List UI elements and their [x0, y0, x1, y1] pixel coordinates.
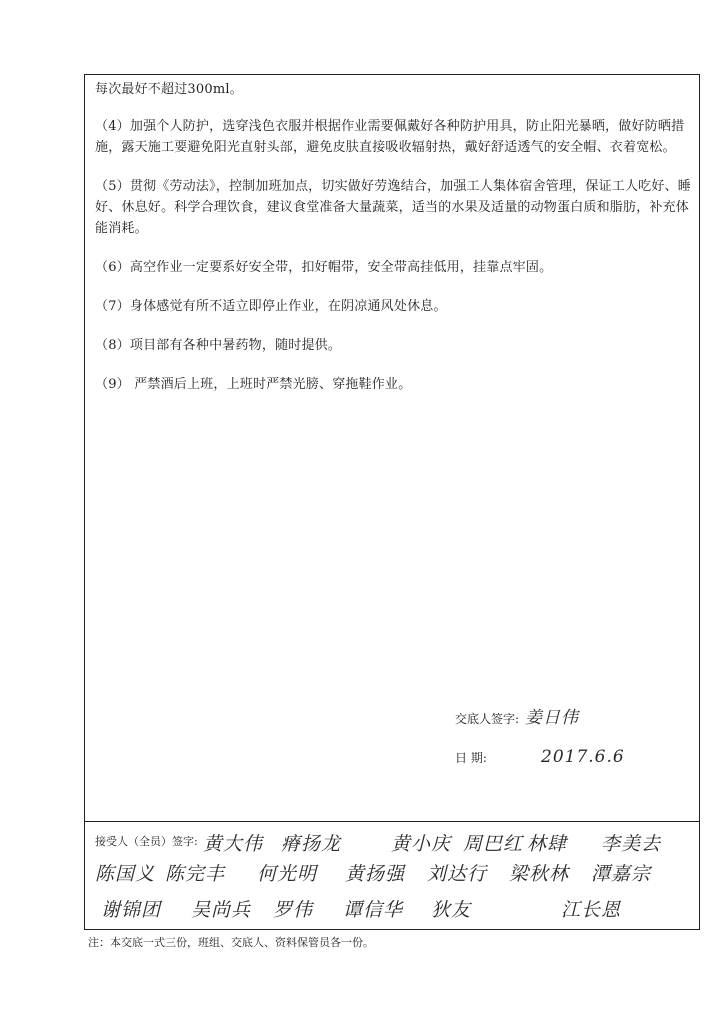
date-label: 日 期: — [455, 751, 487, 765]
receiver-handwritten-name: 梁秋林 — [509, 863, 570, 885]
receiver-handwritten-name: 周巴红 — [463, 833, 524, 855]
receiver-handwritten-name: 何光明 — [257, 863, 318, 885]
receiver-handwritten-name: 林肆 — [527, 833, 568, 855]
document-body — [95, 79, 691, 413]
footer-note: 注：本交底一式三份，班组、交底人、资料保管员各一份。 — [88, 936, 374, 949]
receiver-handwritten-name: 黄扬强 — [345, 863, 406, 885]
receiver-handwritten-name: 江长恩 — [561, 899, 622, 921]
discloser-label: 交底人签字: — [455, 712, 520, 726]
discloser-row — [455, 703, 691, 727]
body-line-top: 每次最好不超过300ml。 — [95, 82, 243, 97]
body-para-8: （8）项目部有各种中暑药物，随时提供。 — [95, 338, 342, 353]
receiver-handwritten-name: 黄小庆 — [391, 833, 452, 855]
discloser-signature-block — [455, 703, 691, 771]
receiver-handwritten-name: 吴尚兵 — [191, 899, 252, 921]
handwritten-date: 2017.6.6 — [541, 747, 625, 767]
receiver-handwritten-name: 李美去 — [601, 833, 662, 855]
receiver-handwritten-name: 谭信华 — [343, 899, 404, 921]
body-para-6: （6）高空作业一定要系好安全带，扣好帽带，安全带高挂低用，挂靠点牢固。 — [95, 260, 553, 275]
body-para-5: （5）贯彻《劳动法》，控制加班加点，切实做好劳逸结合，加强工人集体宿舍管理，保证工人吃好、睡好、休息好。科学合理饮食，建议食堂准备大量蔬菜，适当的水果及适量的动物蛋白质和脂肪，补充体能消耗。 — [95, 179, 691, 236]
receiver-handwritten-name: 黄大伟 — [203, 833, 264, 855]
receiver-handwritten-name: 陈完丰 — [165, 863, 226, 885]
body-para-9: （9） 严禁酒后上班，上班时严禁光膀、穿拖鞋作业。 — [95, 377, 412, 392]
section-divider — [85, 821, 699, 822]
body-para-4: （4）加强个人防护，选穿浅色衣服并根据作业需要佩戴好各种防护用具，防止阳光暴晒，做好防晒措施，露天施工要避免阳光直射头部，避免皮肤直接吸收辐射热，戴好舒适透气的安全帽、衣着宽松。 — [95, 119, 685, 155]
receiver-handwritten-name: 罗伟 — [273, 899, 314, 921]
receivers-handwritten-names — [91, 827, 695, 927]
body-para-7: （7）身体感觉有所不适立即停止作业，在阴凉通风处休息。 — [95, 299, 447, 314]
receiver-handwritten-name: 陈国义 — [95, 863, 156, 885]
receiver-handwritten-name: 潭嘉宗 — [591, 863, 652, 885]
receiver-handwritten-name: 谢锦团 — [101, 899, 162, 921]
discloser-handwritten-name: 姜日伟 — [525, 708, 580, 728]
document-frame — [84, 74, 700, 930]
receivers-label: 接受人（全员）签字: — [95, 835, 198, 848]
receiver-handwritten-name: 刘达行 — [427, 863, 488, 885]
receiver-handwritten-name: 瘠扬龙 — [281, 833, 342, 855]
date-row — [455, 747, 691, 771]
receiver-handwritten-name: 狄友 — [431, 899, 472, 921]
